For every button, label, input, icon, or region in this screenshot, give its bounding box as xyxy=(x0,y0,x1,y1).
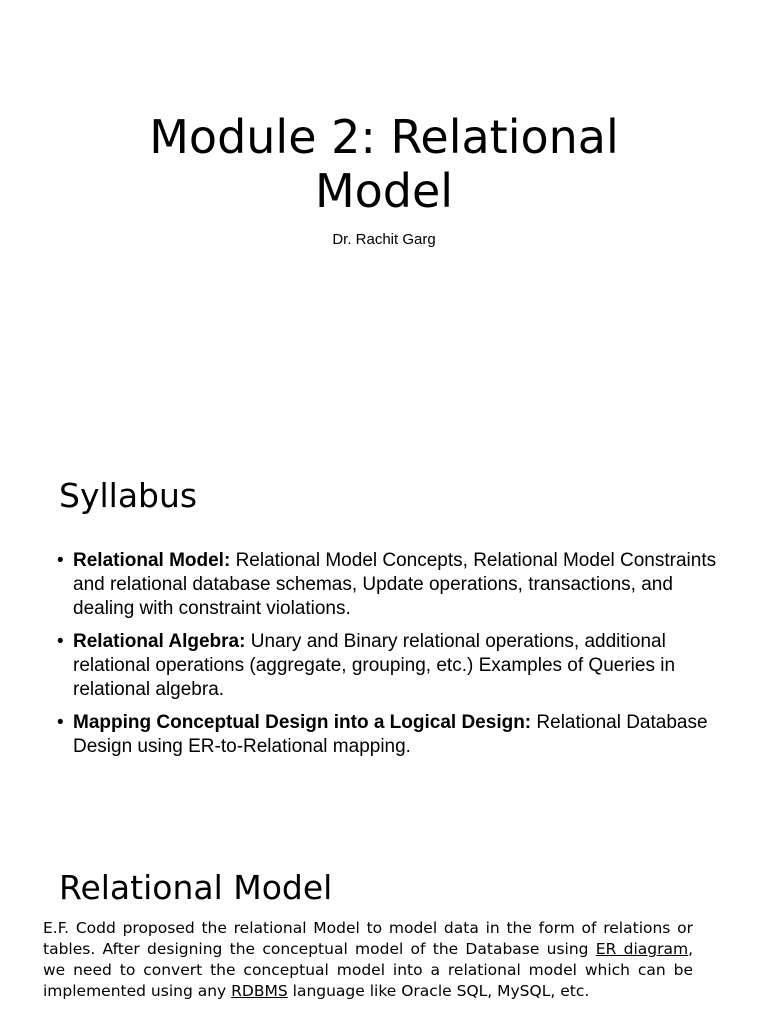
er-diagram-link[interactable]: ER diagram xyxy=(595,940,689,958)
syllabus-item-text: Unary and Binary relational operations, additional relational operations (aggregate, grouping, etc.) Examples of Queries in relational algebra. xyxy=(73,631,676,700)
syllabus-item-text: Relational Database Design using ER-to-Relational mapping. xyxy=(73,712,708,757)
slide-title xyxy=(0,110,768,218)
bullet-icon: • xyxy=(57,712,64,733)
slide-title-line-2: Model xyxy=(314,164,454,218)
relational-model-heading: Relational Model xyxy=(59,868,333,907)
syllabus-item-mapping-design xyxy=(57,711,717,759)
syllabus-item-title: Relational Model: xyxy=(73,550,231,571)
syllabus-item-title: Relational Algebra: xyxy=(73,631,246,652)
paragraph-text-1: E.F. Codd proposed the relational Model to model data in the form of relations or tables. After designing the conceptual model of the Database using xyxy=(43,919,693,958)
bullet-icon: • xyxy=(57,631,64,652)
author-name: Dr. Rachit Garg xyxy=(332,231,436,248)
slide-title-line-1: Module 2: Relational xyxy=(149,110,619,164)
syllabus-item-title: Mapping Conceptual Design into a Logical Design: xyxy=(73,712,532,733)
paragraph-text-2: , we need to convert the conceptual model into a relational model which can be implemented using any xyxy=(43,940,693,1000)
syllabus-item-relational-model xyxy=(57,549,717,621)
bullet-icon: • xyxy=(57,550,64,571)
syllabus-item-text: Relational Model Concepts, Relational Model Constraints and relational database schemas, Update operations, transactions, and dealing with constraint violations. xyxy=(73,550,717,619)
rdbms-link[interactable]: RDBMS xyxy=(231,982,288,1000)
syllabus-list xyxy=(57,549,717,768)
syllabus-heading: Syllabus xyxy=(59,476,198,515)
syllabus-item-relational-algebra xyxy=(57,630,717,702)
paragraph-text-3: language like Oracle SQL, MySQL, etc. xyxy=(287,982,590,1000)
relational-model-paragraph xyxy=(43,918,693,1002)
